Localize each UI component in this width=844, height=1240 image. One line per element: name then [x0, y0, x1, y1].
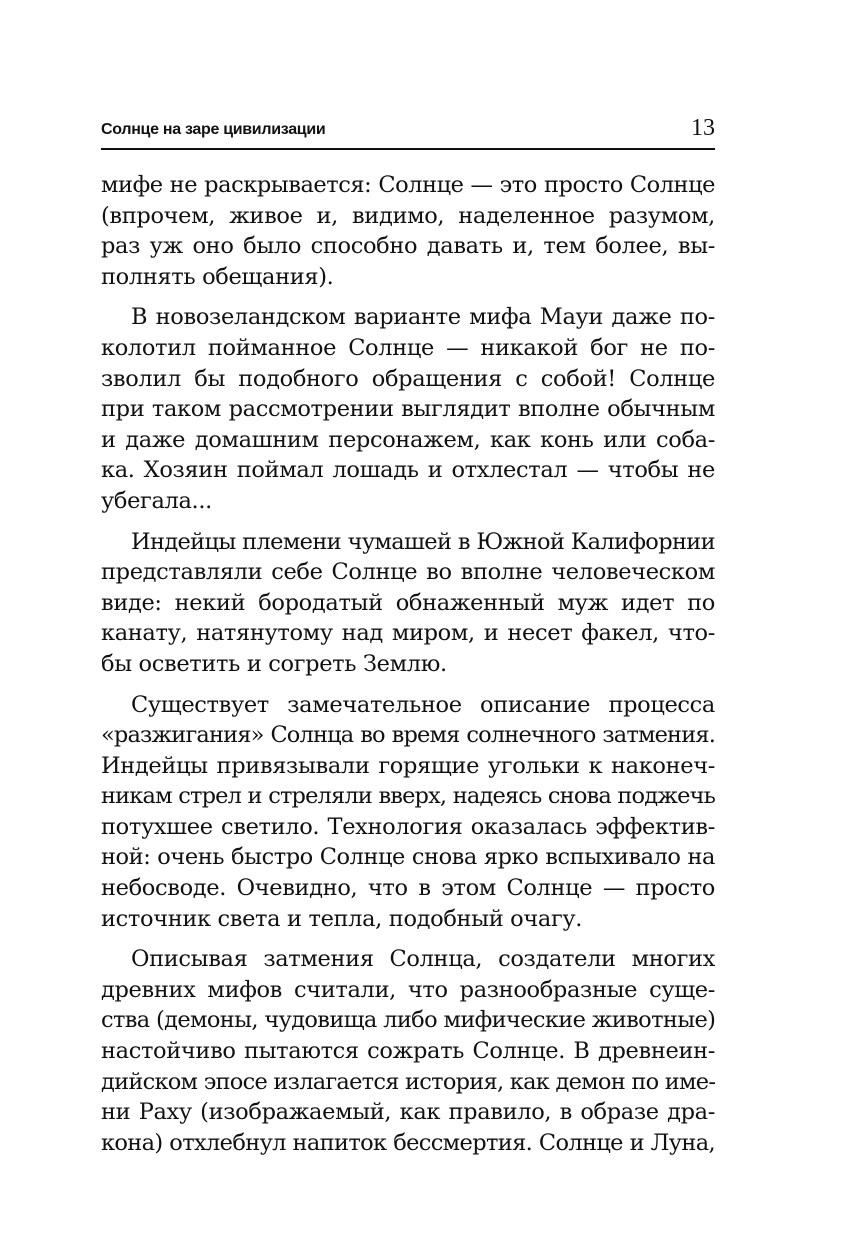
text-line: ства (демоны, чудовища либо мифические животные)	[101, 1007, 716, 1034]
paragraph	[101, 302, 715, 516]
text-line: В новозеландском варианте мифа Мауи даже по-	[131, 304, 715, 331]
text-line: виде: некий бородатый обнаженный муж идет по	[101, 589, 715, 616]
text-line: кона) отхлебнул напиток бессмертия. Солнце и Луна,	[101, 1129, 715, 1156]
text-line: представляли себе Солнце во вполне человеческом	[101, 559, 715, 586]
running-title: Солнце на заре цивилизации	[101, 121, 326, 138]
paragraph	[101, 944, 715, 1158]
text-line: настойчиво пытаются сожрать Солнце. В древнеин-	[101, 1038, 715, 1065]
text-line: небосводе. Очевидно, что в этом Солнце — просто	[101, 875, 715, 902]
text-line: дийском эпосе излагается история, как демон по име-	[101, 1068, 716, 1095]
text-line: ной: очень быстро Солнце снова ярко вспыхивало на	[101, 844, 715, 871]
text-line: канату, натянутому над миром, и несет факел, что-	[101, 620, 715, 647]
text-line: Описывая затмения Солнца, создатели многих	[131, 946, 715, 973]
paragraph	[101, 170, 715, 292]
paragraph	[101, 527, 715, 680]
text-line: ни Раху (изображаемый, как правило, в образе дра-	[101, 1099, 715, 1126]
text-line: зволил бы подобного обращения с собой! Солнце	[101, 365, 715, 392]
text-line: «разжигания» Солнца во время солнечного затмения.	[101, 722, 715, 749]
text-line: Существует замечательное описание процесса	[131, 691, 715, 718]
text-line: полнять обещания).	[101, 263, 334, 290]
text-line: раз уж оно было способно давать и, тем более, вы-	[101, 233, 715, 260]
text-line: и даже домашним персонажем, как конь или соба-	[101, 426, 715, 453]
text-line: ка. Хозяин поймал лошадь и отхлестал — чтобы не	[101, 457, 715, 484]
text-line: источник света и тепла, подобный очагу.	[101, 905, 583, 932]
paragraph	[101, 690, 715, 935]
text-line: колотил пойманное Солнце — никакой бог не по-	[101, 334, 715, 361]
text-line: мифе не раскрывается: Солнце — это просто Солнце	[101, 172, 715, 198]
page-number: 13	[691, 115, 715, 141]
text-line: потухшее светило. Технология оказалась эффектив-	[101, 813, 715, 840]
text-line: убегала...	[101, 487, 212, 514]
text-line: бы осветить и согреть Землю.	[101, 650, 447, 677]
text-line: (впрочем, живое и, видимо, наделенное разумом,	[101, 202, 715, 229]
text-line: Индейцы племени чумашей в Южной Калифорнии	[131, 528, 715, 555]
text-line: при таком рассмотрении выглядит вполне обычным	[101, 396, 715, 423]
text-line: Индейцы привязывали горящие угольки к наконеч-	[101, 752, 715, 779]
text-line: древних мифов считали, что разнообразные суще-	[101, 976, 715, 1003]
body-text	[101, 170, 715, 1168]
text-line: никам стрел и стреляли вверх, надеясь снова поджечь	[101, 783, 715, 810]
page-header	[101, 112, 715, 150]
